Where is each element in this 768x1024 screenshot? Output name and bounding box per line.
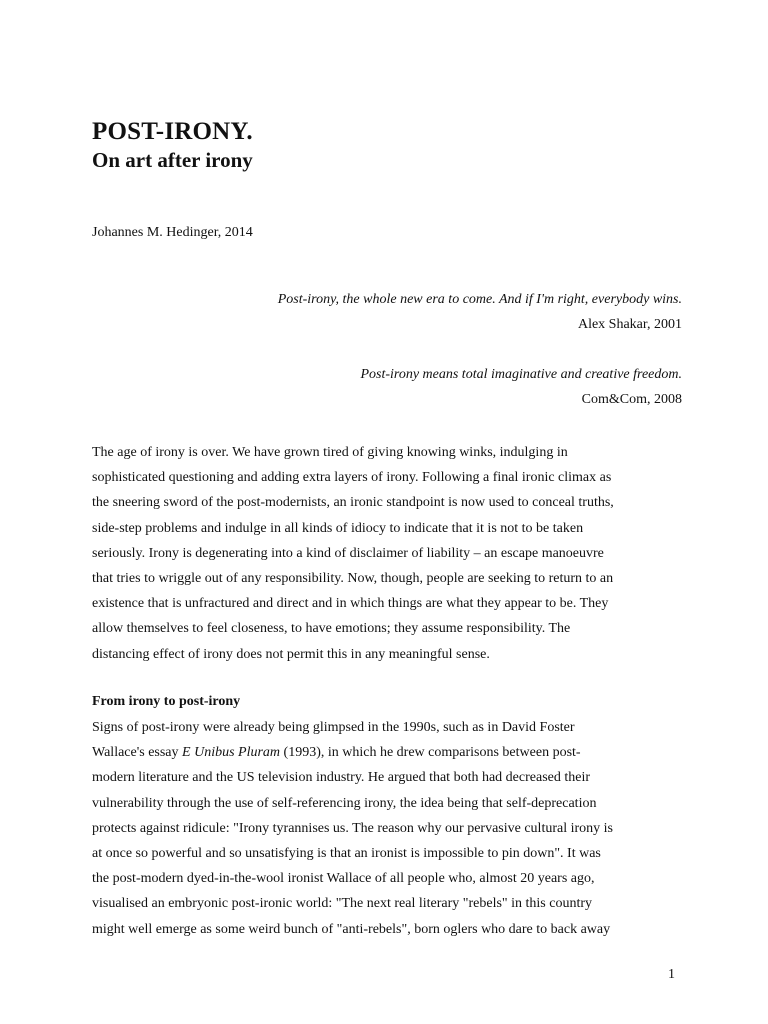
intro-paragraph bbox=[92, 440, 682, 667]
paragraph-line: sophisticated questioning and adding extra layers of irony. Following a final ironic climax as bbox=[92, 470, 612, 486]
paragraph-line: at once so powerful and so unsatisfying is that an ironist is impossible to pin down". It was bbox=[92, 846, 601, 862]
paragraph-line bbox=[92, 740, 682, 765]
paragraph-line: that tries to wriggle out of any responsibility. Now, though, people are seeking to return to an bbox=[92, 571, 614, 587]
paragraph-line: seriously. Irony is degenerating into a kind of disclaimer of liability – an escape manoeuvre bbox=[92, 545, 604, 561]
epigraph bbox=[92, 291, 682, 334]
paragraph-line: side-step problems and indulge in all kinds of idiocy to indicate that it is not to be taken bbox=[92, 520, 584, 536]
paragraph-line: the post-modern dyed-in-the-wool ironist Wallace of all people who, almost 20 years ago, bbox=[92, 871, 595, 887]
epigraph-source: Alex Shakar, 2001 bbox=[577, 317, 682, 332]
line-text: (1993), in which he drew comparisons between post- bbox=[280, 745, 581, 761]
paragraph-line: protects against ridicule: "Irony tyrannises us. The reason why our pervasive cultural irony is bbox=[92, 820, 613, 836]
epigraph-text: Post-irony, the whole new era to come. And if I'm right, everybody wins. bbox=[277, 292, 682, 307]
epigraph-text: Post-irony means total imaginative and creative freedom. bbox=[360, 367, 682, 382]
paragraph-line: distancing effect of irony does not permit this in any meaningful sense. bbox=[92, 646, 490, 662]
paragraph-line: modern literature and the US television industry. He argued that both had decreased their bbox=[92, 770, 591, 786]
document-page bbox=[92, 0, 682, 1024]
epigraph bbox=[92, 366, 682, 409]
paragraph-line: vulnerability through the use of self-referencing irony, the idea being that self-deprecation bbox=[92, 795, 597, 811]
essay-title: E Unibus Pluram bbox=[182, 745, 281, 761]
section-heading: From irony to post-irony bbox=[92, 694, 241, 709]
section-paragraph bbox=[92, 715, 682, 942]
document-subtitle: On art after irony bbox=[92, 148, 253, 172]
paragraph-line: might well emerge as some weird bunch of "anti-rebels", born oglers who dare to back away bbox=[92, 921, 611, 937]
paragraph-line: the sneering sword of the post-modernists, an ironic standpoint is now used to conceal truths, bbox=[92, 495, 614, 511]
author-line: Johannes M. Hedinger, 2014 bbox=[92, 225, 253, 240]
line-text: Wallace's essay bbox=[92, 745, 183, 761]
document-title: POST-IRONY. bbox=[92, 118, 253, 145]
paragraph-line: Signs of post-irony were already being glimpsed in the 1990s, such as in David Foster bbox=[92, 720, 575, 735]
epigraph-source: Com&Com, 2008 bbox=[581, 392, 682, 407]
paragraph-line: existence that is unfractured and direct and in which things are what they appear to be. They bbox=[92, 596, 609, 612]
paragraph-line: allow themselves to feel closeness, to have emotions; they assume responsibility. The bbox=[92, 621, 571, 637]
paragraph-line: The age of irony is over. We have grown tired of giving knowing winks, indulging in bbox=[92, 445, 568, 460]
paragraph-line: visualised an embryonic post-ironic world: "The next real literary "rebels" in this country bbox=[92, 896, 593, 912]
page-number: 1 bbox=[668, 967, 675, 982]
